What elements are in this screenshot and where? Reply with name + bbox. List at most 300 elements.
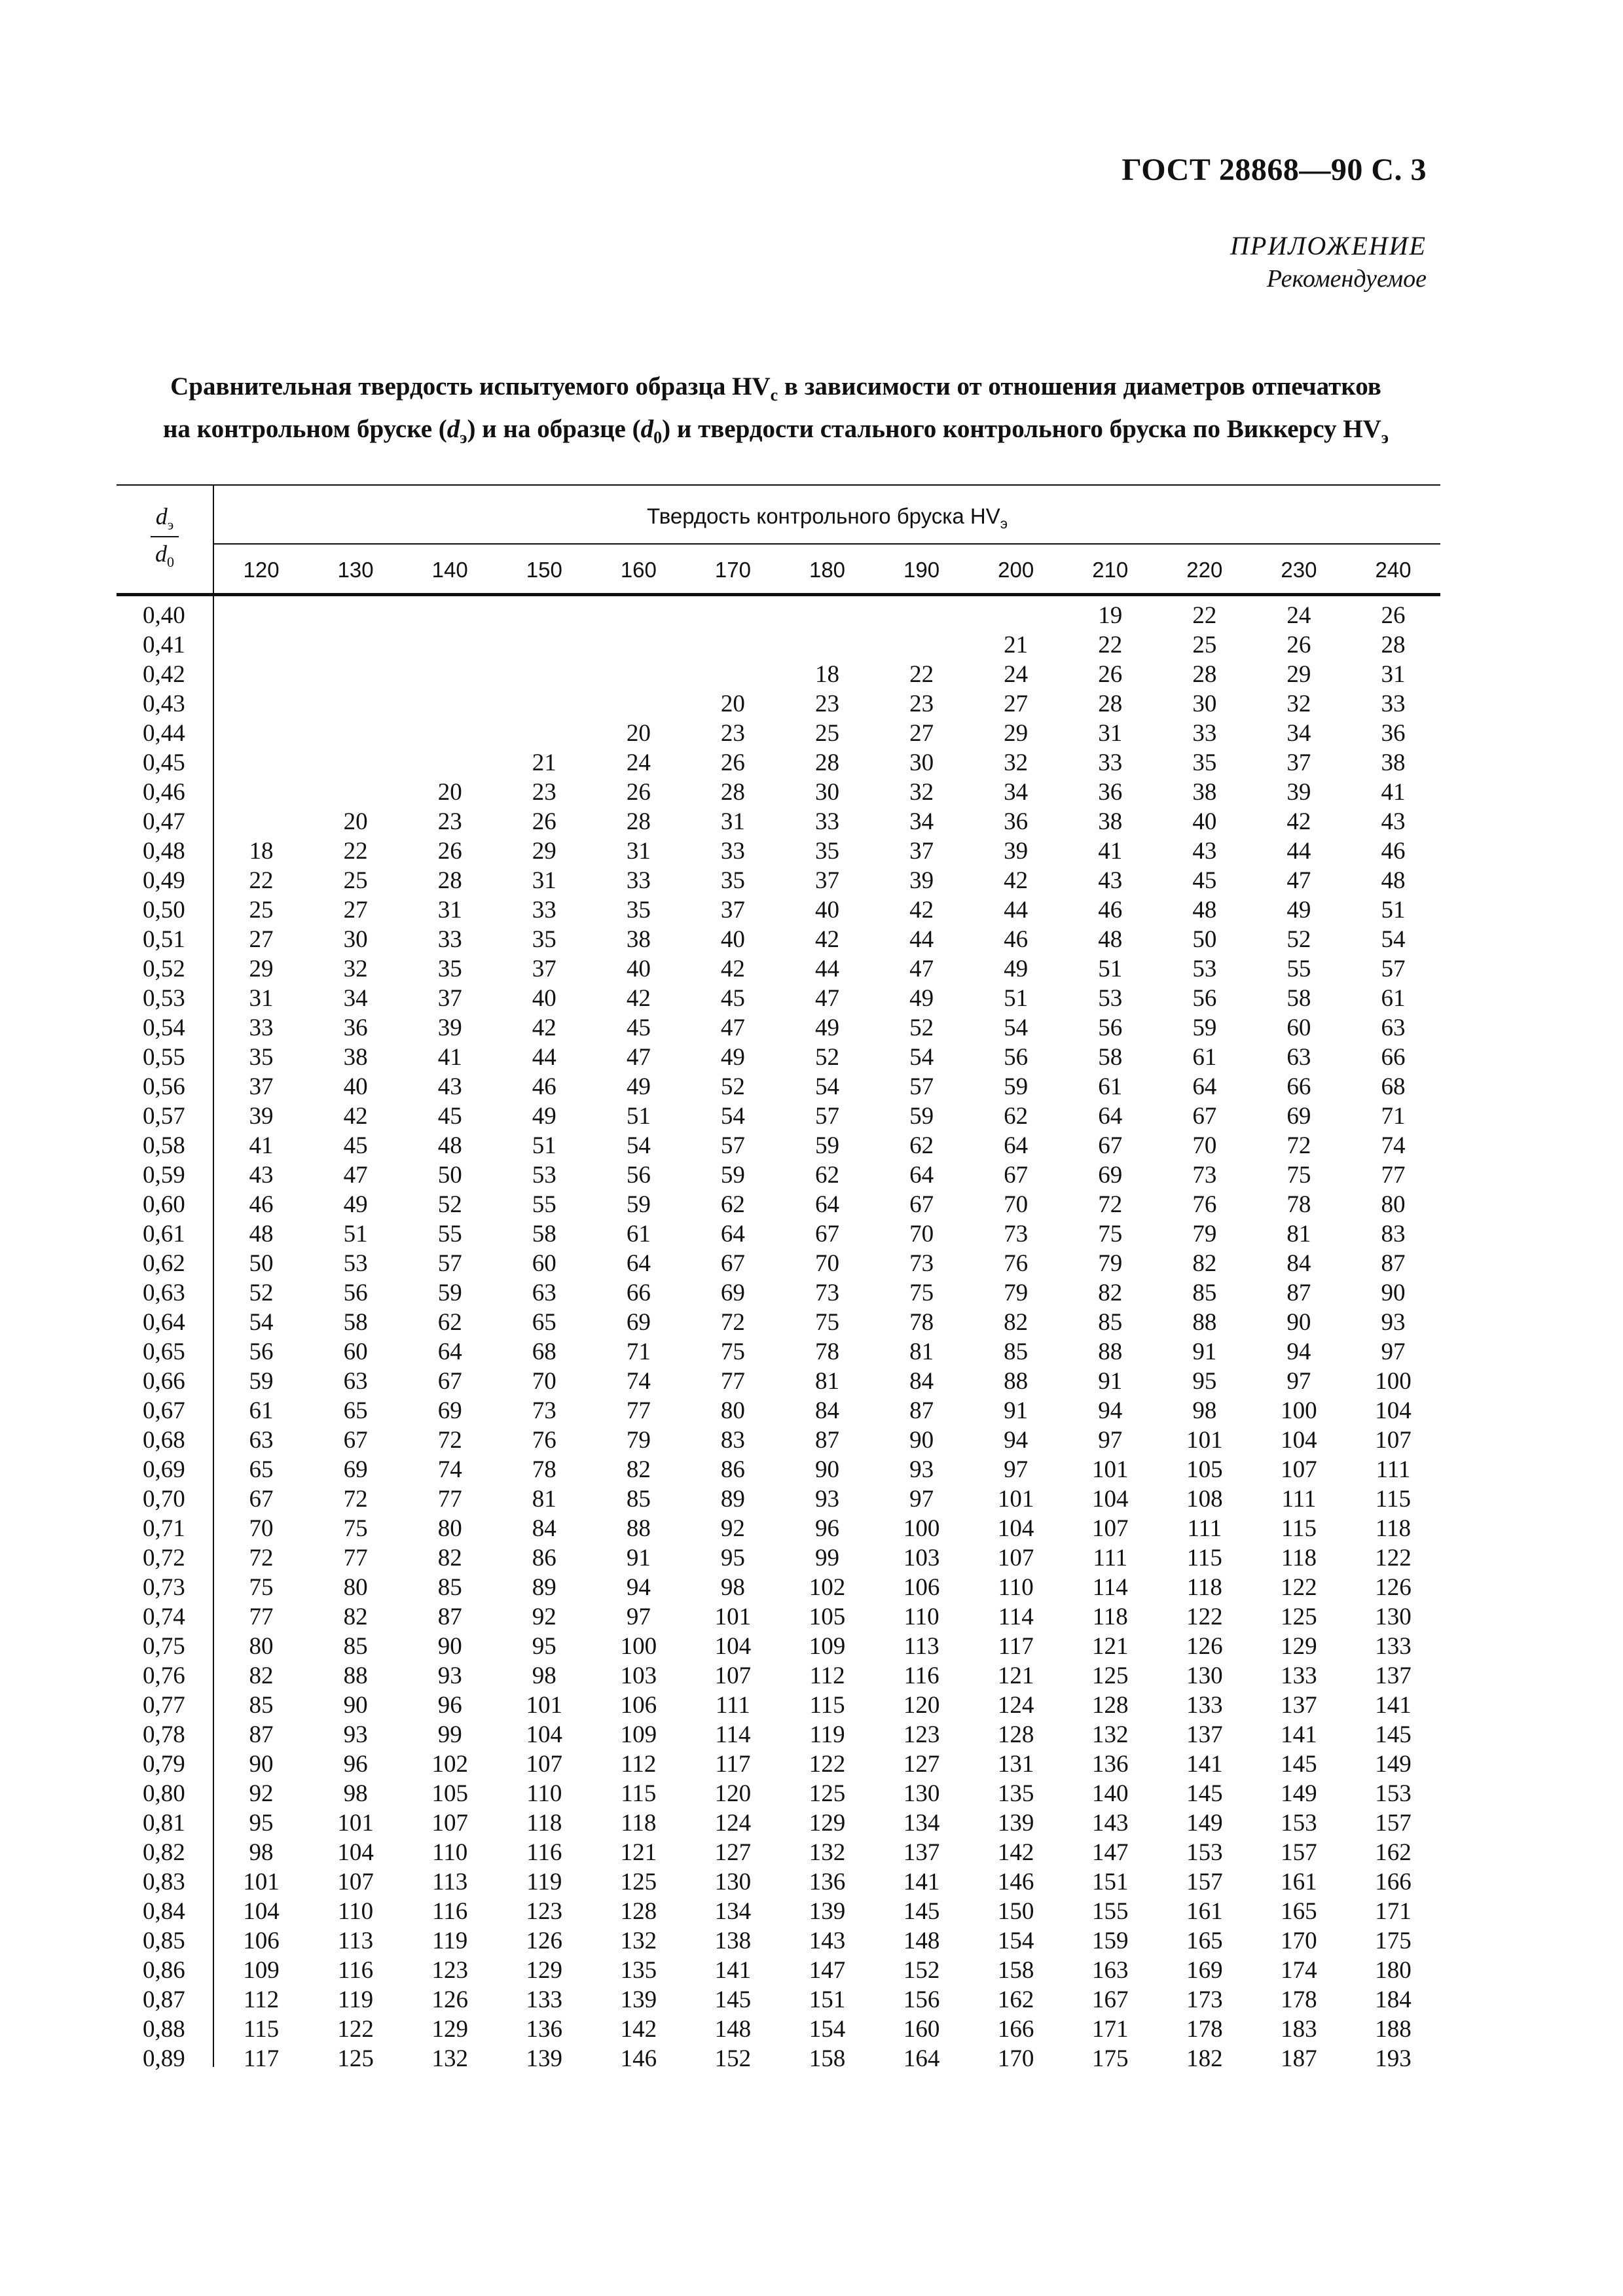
hardness-cell: 91 — [1004, 1397, 1029, 1424]
hardness-cell: 82 — [1004, 1309, 1029, 1336]
hardness-cell: 123 — [903, 1721, 940, 1748]
hardness-cell: 82 — [626, 1456, 651, 1483]
hardness-cell: 90 — [815, 1456, 839, 1483]
hardness-cell: 165 — [1186, 1928, 1223, 1954]
hardness-cell: 132 — [809, 1839, 846, 1866]
hardness-cell: 115 — [809, 1692, 845, 1719]
hardness-cell: 52 — [437, 1191, 462, 1218]
hardness-cell: 109 — [243, 1957, 280, 1984]
hardness-cell: 82 — [437, 1545, 462, 1571]
hardness-cell: 64 — [909, 1162, 934, 1189]
hardness-cell: 53 — [1098, 985, 1123, 1012]
hardness-cell: 47 — [720, 1014, 745, 1041]
hardness-cell: 35 — [437, 956, 462, 982]
hardness-cell: 24 — [1004, 661, 1029, 688]
hardness-cell: 43 — [1381, 808, 1406, 835]
hardness-cell: 64 — [815, 1191, 839, 1218]
hardness-cell: 83 — [720, 1427, 745, 1454]
hardness-cell: 92 — [532, 1604, 556, 1630]
hardness-cell: 67 — [1098, 1132, 1123, 1159]
hardness-cell: 104 — [1281, 1427, 1317, 1454]
hardness-cell: 77 — [437, 1486, 462, 1513]
hardness-cell: 26 — [1286, 632, 1311, 658]
hardness-cell: 93 — [1381, 1309, 1406, 1336]
hardness-cell: 34 — [909, 808, 934, 835]
hardness-cell: 61 — [1098, 1073, 1123, 1100]
ratio-cell: 0,55 — [143, 1044, 185, 1071]
hardness-cell: 101 — [1091, 1456, 1129, 1483]
table-row — [117, 1956, 1440, 1985]
hardness-cell: 166 — [997, 2016, 1034, 2043]
hardness-cell: 29 — [249, 956, 274, 982]
table-row — [117, 1337, 1440, 1367]
hardness-cell: 72 — [249, 1545, 274, 1571]
hardness-cell: 40 — [532, 985, 556, 1012]
column-header: 160 — [620, 558, 657, 582]
hardness-cell: 87 — [249, 1721, 274, 1748]
hardness-cell: 79 — [626, 1427, 651, 1454]
hardness-cell: 157 — [1281, 1839, 1317, 1866]
hardness-cell: 33 — [720, 838, 745, 865]
hardness-cell: 47 — [343, 1162, 368, 1189]
ratio-cell: 0,65 — [143, 1338, 185, 1365]
table-row — [117, 1396, 1440, 1426]
hardness-cell: 155 — [1091, 1898, 1129, 1925]
hardness-cell: 130 — [1186, 1662, 1223, 1689]
hardness-cell: 133 — [1281, 1662, 1317, 1689]
hardness-cell: 69 — [343, 1456, 368, 1483]
hardness-cell: 119 — [432, 1928, 468, 1954]
hardness-cell: 98 — [720, 1574, 745, 1601]
hardness-cell: 65 — [249, 1456, 274, 1483]
hardness-cell: 102 — [431, 1751, 468, 1778]
header-bottom-rule — [117, 593, 1440, 596]
hardness-cell: 87 — [437, 1604, 462, 1630]
hardness-cell: 100 — [1281, 1397, 1317, 1424]
hardness-cell: 136 — [526, 2016, 563, 2043]
ratio-cell: 0,82 — [143, 1839, 185, 1866]
hardness-cell: 82 — [343, 1604, 368, 1630]
document-code: ГОСТ 28868—90 С. 3 — [1122, 152, 1427, 187]
hardness-cell: 175 — [1091, 2045, 1129, 2072]
ratio-cell: 0,89 — [143, 2045, 185, 2072]
hardness-cell: 37 — [720, 897, 745, 924]
table-row — [117, 660, 1440, 689]
ratio-cell: 0,51 — [143, 926, 185, 953]
hardness-cell: 149 — [1186, 1810, 1223, 1837]
hardness-cell — [403, 689, 497, 719]
hardness-cell: 97 — [1381, 1338, 1406, 1365]
hardness-cell: 49 — [909, 985, 934, 1012]
hardness-cell: 24 — [1286, 602, 1311, 629]
hardness-cell: 152 — [714, 2045, 752, 2072]
hardness-cell: 153 — [1375, 1780, 1412, 1807]
hardness-cell: 101 — [526, 1692, 563, 1719]
ratio-cell: 0,53 — [143, 985, 185, 1012]
hardness-cell: 174 — [1281, 1957, 1317, 1984]
hardness-cell: 96 — [343, 1751, 368, 1778]
hardness-cell: 81 — [532, 1486, 556, 1513]
hardness-cell: 112 — [621, 1751, 657, 1778]
hardness-cell: 79 — [1004, 1280, 1029, 1306]
table-row — [117, 1484, 1440, 1514]
hardness-cell: 65 — [343, 1397, 368, 1424]
hardness-cell: 119 — [338, 1986, 374, 2013]
hardness-cell — [591, 601, 685, 630]
hardness-cell: 66 — [626, 1280, 651, 1306]
hardness-cell: 93 — [815, 1486, 839, 1513]
hardness-cell — [403, 630, 497, 660]
hardness-cell: 92 — [249, 1780, 274, 1807]
table-row — [117, 1926, 1440, 1956]
hardness-cell: 137 — [903, 1839, 940, 1866]
hardness-cell: 75 — [1098, 1221, 1123, 1247]
hardness-cell: 110 — [526, 1780, 562, 1807]
ratio-cell: 0,85 — [143, 1928, 185, 1954]
hardness-cell: 129 — [1281, 1633, 1317, 1660]
hardness-cell: 98 — [532, 1662, 556, 1689]
hardness-cell: 31 — [1098, 720, 1123, 747]
hardness-cell: 74 — [1381, 1132, 1406, 1159]
hardness-cell: 78 — [532, 1456, 556, 1483]
ratio-cell: 0,45 — [143, 749, 185, 776]
hardness-cell: 64 — [1098, 1103, 1123, 1130]
hardness-cell: 28 — [626, 808, 651, 835]
hardness-cell: 121 — [620, 1839, 657, 1866]
hardness-cell: 106 — [903, 1574, 940, 1601]
ratio-cell: 0,78 — [143, 1721, 185, 1748]
hardness-cell: 43 — [1192, 838, 1217, 865]
hardness-cell: 45 — [1192, 867, 1217, 894]
hardness-cell: 96 — [815, 1515, 839, 1542]
ratio-cell: 0,62 — [143, 1250, 185, 1277]
hardness-cell: 98 — [1192, 1397, 1217, 1424]
ratio-cell: 0,84 — [143, 1898, 185, 1925]
hardness-cell: 20 — [437, 779, 462, 806]
hardness-cell: 107 — [526, 1751, 563, 1778]
hardness-cell: 162 — [1375, 1839, 1412, 1866]
hardness-cell: 67 — [909, 1191, 934, 1218]
ratio-cell: 0,87 — [143, 1986, 185, 2013]
hardness-cell: 45 — [437, 1103, 462, 1130]
hardness-cell: 147 — [809, 1957, 846, 1984]
hardness-cell: 60 — [1286, 1014, 1311, 1041]
hardness-cell: 120 — [714, 1780, 752, 1807]
hardness-cell: 86 — [532, 1545, 556, 1571]
hardness-cell: 70 — [909, 1221, 934, 1247]
column-headers — [214, 558, 1440, 583]
hardness-cell: 120 — [903, 1692, 940, 1719]
hardness-cell: 30 — [815, 779, 839, 806]
hardness-cell: 175 — [1375, 1928, 1412, 1954]
hardness-cell: 42 — [720, 956, 745, 982]
hardness-cell: 54 — [720, 1103, 745, 1130]
hardness-cell: 72 — [1286, 1132, 1311, 1159]
hardness-cell: 44 — [532, 1044, 556, 1071]
hardness-cell: 107 — [337, 1869, 374, 1895]
hardness-cell — [214, 748, 308, 778]
hardness-cell: 61 — [1381, 985, 1406, 1012]
hardness-cell: 85 — [437, 1574, 462, 1601]
hardness-cell: 91 — [1098, 1368, 1123, 1395]
ratio-cell: 0,56 — [143, 1073, 185, 1100]
hardness-cell: 66 — [1286, 1073, 1311, 1100]
hardness-cell: 153 — [1186, 1839, 1223, 1866]
hardness-cell: 122 — [337, 2016, 374, 2043]
hardness-cell: 178 — [1281, 1986, 1317, 2013]
hardness-cell: 111 — [1093, 1545, 1128, 1571]
hardness-cell: 73 — [909, 1250, 934, 1277]
hardness-cell: 18 — [815, 661, 839, 688]
hardness-cell: 60 — [343, 1338, 368, 1365]
table-row — [117, 1779, 1440, 1808]
table-row — [117, 1808, 1440, 1838]
hardness-cell: 141 — [1375, 1692, 1412, 1719]
hardness-cell: 149 — [1375, 1751, 1412, 1778]
hardness-cell: 40 — [1192, 808, 1217, 835]
hardness-cell: 80 — [343, 1574, 368, 1601]
hardness-cell: 151 — [809, 1986, 846, 2013]
hardness-cell — [497, 630, 591, 660]
ratio-cell: 0,52 — [143, 956, 185, 982]
hardness-cell: 128 — [1091, 1692, 1129, 1719]
hardness-group-header: Твердость контрольного бруска $HV_э$ — [646, 504, 1008, 532]
hardness-cell: 42 — [532, 1014, 556, 1041]
hardness-cell: 118 — [621, 1810, 657, 1837]
hardness-cell: 117 — [243, 2045, 280, 2072]
hardness-cell: 94 — [1004, 1427, 1029, 1454]
hardness-cell: 112 — [243, 1986, 280, 2013]
hardness-cell: 29 — [1286, 661, 1311, 688]
ratio-cell: 0,57 — [143, 1103, 185, 1130]
ratio-cell: 0,86 — [143, 1957, 185, 1984]
hardness-cell: 162 — [997, 1986, 1034, 2013]
hardness-cell: 104 — [243, 1898, 280, 1925]
hardness-cell: 35 — [1192, 749, 1217, 776]
hardness-cell: 115 — [1281, 1515, 1317, 1542]
hardness-cell: 134 — [903, 1810, 940, 1837]
hardness-cell: 139 — [809, 1898, 846, 1925]
hardness-cell: 129 — [809, 1810, 846, 1837]
hardness-cell: 53 — [1192, 956, 1217, 982]
hardness-cell — [685, 660, 780, 689]
hardness-cell: 101 — [243, 1869, 280, 1895]
hardness-cell: 73 — [1004, 1221, 1029, 1247]
hardness-cell: 40 — [720, 926, 745, 953]
hardness-cell: 26 — [626, 779, 651, 806]
hardness-cell: 84 — [909, 1368, 934, 1395]
hardness-cell: 80 — [1381, 1191, 1406, 1218]
hardness-cell: 154 — [997, 1928, 1034, 1954]
hardness-cell: 127 — [903, 1751, 940, 1778]
hardness-cell: 116 — [338, 1957, 374, 1984]
hardness-cell: 22 — [249, 867, 274, 894]
hardness-cell: 61 — [249, 1397, 274, 1424]
hardness-cell: 72 — [343, 1486, 368, 1513]
hardness-cell — [591, 630, 685, 660]
column-header: 180 — [809, 558, 846, 582]
hardness-cell: 48 — [437, 1132, 462, 1159]
hardness-cell: 148 — [903, 1928, 940, 1954]
hardness-cell: 35 — [626, 897, 651, 924]
table-row — [117, 1102, 1440, 1131]
hardness-cell: 91 — [626, 1545, 651, 1571]
hardness-cell: 125 — [620, 1869, 657, 1895]
hardness-cell: 20 — [720, 691, 745, 717]
hardness-cell: 52 — [1286, 926, 1311, 953]
hardness-cell: 33 — [1192, 720, 1217, 747]
hardness-cell: 59 — [720, 1162, 745, 1189]
hardness-cell: 112 — [809, 1662, 845, 1689]
hardness-cell: 52 — [720, 1073, 745, 1100]
hardness-cell: 82 — [1098, 1280, 1123, 1306]
ratio-cell: 0,88 — [143, 2016, 185, 2043]
hardness-cell: 116 — [526, 1839, 562, 1866]
hardness-cell: 42 — [626, 985, 651, 1012]
hardness-cell: 101 — [1186, 1427, 1223, 1454]
hardness-cell: 49 — [343, 1191, 368, 1218]
hardness-cell: 32 — [1286, 691, 1311, 717]
hardness-cell: 28 — [437, 867, 462, 894]
hardness-cell — [403, 748, 497, 778]
hardness-cell: 97 — [626, 1604, 651, 1630]
hardness-cell — [214, 719, 308, 748]
hardness-cell: 65 — [532, 1309, 556, 1336]
hardness-cell: 74 — [437, 1456, 462, 1483]
hardness-cell: 63 — [532, 1280, 556, 1306]
hardness-cell: 158 — [809, 2045, 846, 2072]
hardness-cell: 109 — [620, 1721, 657, 1748]
hardness-cell: 80 — [437, 1515, 462, 1542]
hardness-cell: 54 — [909, 1044, 934, 1071]
hardness-cell: 41 — [1381, 779, 1406, 806]
hardness-cell: 70 — [532, 1368, 556, 1395]
hardness-cell: 124 — [714, 1810, 752, 1837]
hardness-cell: 73 — [532, 1397, 556, 1424]
hardness-cell: 107 — [431, 1810, 468, 1837]
ratio-cell: 0,79 — [143, 1751, 185, 1778]
ratio-cell: 0,42 — [143, 661, 185, 688]
hardness-cell: 109 — [809, 1633, 846, 1660]
ratio-cell: 0,66 — [143, 1368, 185, 1395]
hardness-cell: 88 — [1004, 1368, 1029, 1395]
hardness-cell — [497, 660, 591, 689]
hardness-cell: 28 — [1381, 632, 1406, 658]
hardness-cell: 46 — [1098, 897, 1123, 924]
hardness-cell: 45 — [343, 1132, 368, 1159]
hardness-cell: 115 — [621, 1780, 657, 1807]
hardness-cell: 98 — [249, 1839, 274, 1866]
hardness-cell — [591, 660, 685, 689]
hardness-cell: 148 — [714, 2016, 752, 2043]
hardness-cell: 49 — [720, 1044, 745, 1071]
hardness-cell: 60 — [532, 1250, 556, 1277]
hardness-cell: 31 — [532, 867, 556, 894]
title-line-1: Сравнительная твердость испытуемого образца $HV_c$ в зависимости от отношения диаметров отпечатков — [170, 372, 1381, 404]
hardness-cell: 71 — [626, 1338, 651, 1365]
hardness-cell: 137 — [1375, 1662, 1412, 1689]
hardness-cell: 48 — [1192, 897, 1217, 924]
table-row — [117, 1838, 1440, 1867]
ratio-cell: 0,73 — [143, 1574, 185, 1601]
hardness-cell: 141 — [1281, 1721, 1317, 1748]
hardness-cell: 67 — [1004, 1162, 1029, 1189]
hardness-cell: 97 — [909, 1486, 934, 1513]
hardness-cell: 30 — [1192, 691, 1217, 717]
hardness-cell: 42 — [909, 897, 934, 924]
hardness-cell: 56 — [626, 1162, 651, 1189]
hardness-cell: 29 — [1004, 720, 1029, 747]
hardness-cell: 70 — [249, 1515, 274, 1542]
hardness-cell: 85 — [1004, 1338, 1029, 1365]
table-row — [117, 1013, 1440, 1043]
hardness-cell: 85 — [249, 1692, 274, 1719]
hardness-cell: 111 — [1281, 1486, 1317, 1513]
hardness-cell: 90 — [249, 1751, 274, 1778]
hardness-cell: 160 — [903, 2016, 940, 2043]
hardness-cell: 173 — [1186, 1986, 1223, 2013]
table-row — [117, 1749, 1440, 1779]
table-row — [117, 689, 1440, 719]
hardness-cell — [875, 601, 969, 630]
hardness-cell: 110 — [338, 1898, 374, 1925]
hardness-cell: 57 — [815, 1103, 839, 1130]
hardness-cell: 37 — [437, 985, 462, 1012]
hardness-cell: 126 — [1186, 1633, 1223, 1660]
hardness-cell: 118 — [1281, 1545, 1317, 1571]
hardness-cell: 38 — [343, 1044, 368, 1071]
hardness-cell: 143 — [809, 1928, 846, 1954]
hardness-cell: 130 — [1375, 1604, 1412, 1630]
table-body — [117, 601, 1440, 2073]
table-row — [117, 895, 1440, 925]
hardness-cell: 53 — [343, 1250, 368, 1277]
hardness-cell: 67 — [343, 1427, 368, 1454]
hardness-cell: 126 — [1375, 1574, 1412, 1601]
hardness-cell: 167 — [1091, 1986, 1129, 2013]
hardness-cell: 31 — [437, 897, 462, 924]
hardness-cell: 57 — [720, 1132, 745, 1159]
hardness-cell: 87 — [815, 1427, 839, 1454]
hardness-cell — [969, 601, 1063, 630]
hardness-cell: 115 — [1375, 1486, 1412, 1513]
hardness-cell: 125 — [1091, 1662, 1129, 1689]
hardness-cell: 26 — [532, 808, 556, 835]
hardness-cell: 67 — [815, 1221, 839, 1247]
hardness-cell: 33 — [532, 897, 556, 924]
hardness-cell: 183 — [1281, 2016, 1317, 2043]
hardness-cell: 23 — [815, 691, 839, 717]
hardness-cell: 49 — [815, 1014, 839, 1041]
hardness-cell: 42 — [1004, 867, 1029, 894]
hardness-cell: 33 — [1098, 749, 1123, 776]
hardness-cell: 84 — [532, 1515, 556, 1542]
hardness-cell: 64 — [1004, 1132, 1029, 1159]
column-header: 210 — [1092, 558, 1129, 582]
hardness-cell: 25 — [249, 897, 274, 924]
hardness-cell: 34 — [1286, 720, 1311, 747]
hardness-cell: 35 — [720, 867, 745, 894]
hardness-cell: 95 — [1192, 1368, 1217, 1395]
hardness-cell: 151 — [1091, 1869, 1129, 1895]
hardness-cell: 116 — [903, 1662, 939, 1689]
hardness-cell: 75 — [909, 1280, 934, 1306]
table-row — [117, 1426, 1440, 1455]
ratio-cell: 0,72 — [143, 1545, 185, 1571]
hardness-cell: 61 — [626, 1221, 651, 1247]
title-line-2: на контрольном бруске $(d_э)$ и на образце $(d_0)$ и твердости стального контрольного бруска по Виккерсу $HV_э$ — [162, 414, 1389, 447]
hardness-cell: 104 — [337, 1839, 374, 1866]
